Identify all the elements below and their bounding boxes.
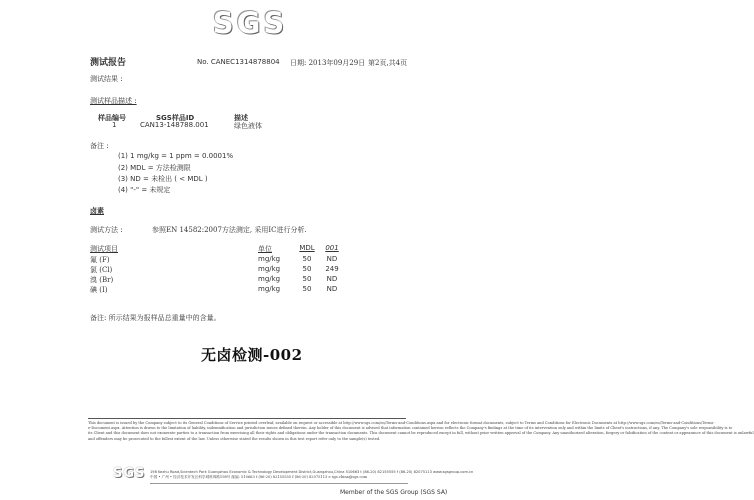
- disclaimer-line: This document is issued by the Company subject to its General Conditions of Service printed overleaf, available on request or accessible at http://www.sgs.com/en/Terms-and-Conditions.aspx and for electronic format documents, subject to Terms and Conditions for Electronic Documents at http://www.sgs.com/en/Terms-and-Conditions/Terms-: [88, 421, 715, 425]
- footer-address: [150, 470, 474, 480]
- results-label: 测试结果 :: [90, 75, 123, 83]
- table-cell-value: ND: [326, 275, 338, 283]
- footer-divider: [88, 418, 406, 419]
- report-date: 日期: 2013年09月29日: [290, 59, 366, 67]
- note-item: (3) ND = 未检出 ( < MDL ): [118, 175, 208, 183]
- note-item: (4) "-" = 未规定: [118, 186, 171, 194]
- halogen-heading: 卤素: [90, 206, 104, 215]
- disclaimer-line: e-Document.aspx. Attention is drawn to the limitation of liability, indemnification and jurisdiction issues defined therein. Any holder of this document is advised that information contained hereon reflects the Company's findings at the time of its intervention only and within the limits of Client's instructions, if any. The Company's sole responsibility is to: [88, 426, 733, 431]
- table-cell-mdl: 50: [302, 265, 312, 273]
- table-cell-unit: mg/kg: [258, 265, 281, 273]
- table-cell-item: 溴 (Br): [90, 276, 114, 284]
- halogen-note: 备注: 所示结果为报样品总重量中的含量。: [90, 314, 221, 322]
- table-cell-item: 碘 (I): [90, 286, 108, 294]
- footer-sgs-logo: SGS: [113, 466, 146, 481]
- sgs-logo: SGS: [212, 6, 288, 40]
- report-number: No. CANEC1314878804: [197, 58, 280, 66]
- sample-row-desc: 绿色液体: [234, 122, 262, 130]
- report-title: 测试报告: [90, 58, 127, 68]
- method-label: 测试方法 :: [90, 226, 123, 234]
- table-cell-mdl: 50: [302, 275, 312, 283]
- table-header-item: 测试项目: [90, 245, 118, 253]
- member-text: Member of the SGS Group (SGS SA): [340, 489, 448, 496]
- footer-disclaimer: [88, 421, 754, 442]
- table-cell-value: ND: [326, 285, 338, 293]
- sample-header-no: 样品编号: [98, 113, 126, 122]
- table-header-sample: 001: [325, 244, 339, 252]
- table-cell-unit: mg/kg: [258, 285, 281, 293]
- table-cell-mdl: 50: [302, 285, 312, 293]
- sample-row-id: CAN13-148788.001: [140, 121, 209, 129]
- test-label: 无卤检测-002: [201, 346, 303, 364]
- footer-address-divider: [150, 483, 408, 484]
- sample-header-id: SGS样品ID: [156, 114, 195, 122]
- sample-desc-label: 测试样品描述 :: [90, 97, 137, 105]
- address-line-en: 198 Kezhu Road,Scientech Park Guangzhou Economic & Technology Development District,Guangzhou,China 510663 t (86-20) 82155555 f (86-20) 82075113 www.sgsgroup.com.cn: [150, 470, 474, 474]
- notes-label: 备注 :: [90, 142, 109, 150]
- sample-row-no: 1: [112, 121, 117, 129]
- note-item: (2) MDL = 方法检测限: [118, 164, 191, 172]
- disclaimer-line: and offenders may be prosecuted to the fullest extent of the law. Unless otherwise stated the results shown in this test report refer only to the sample(s) tested.: [88, 436, 381, 441]
- table-cell-item: 氯 (Cl): [90, 266, 113, 274]
- table-cell-unit: mg/kg: [258, 255, 281, 263]
- address-line-cn: 中国 • 广州 • 经济技术开发区科学城科珠路198号 邮编: 510663 t (86-20) 82155555 f (86-20) 82075113 e sgs.china@sgs.com: [150, 475, 368, 480]
- table-header-unit: 单位: [258, 245, 272, 253]
- disclaimer-line: its Client and this document does not exonerate parties to a transaction from exercising all their rights and obligations under the transaction documents. This document cannot be reproduced except in full, without prior written approval of the Company. Any unauthorized alteration, forgery or falsification of the content or appearance of this document is unlawful: [88, 431, 754, 436]
- table-cell-item: 氟 (F): [90, 256, 110, 264]
- note-item: (1) 1 mg/kg = 1 ppm = 0.0001%: [118, 152, 234, 160]
- page-indicator: 第2页,共4页: [368, 59, 408, 67]
- table-cell-value: 249: [325, 265, 339, 273]
- table-cell-unit: mg/kg: [258, 275, 281, 283]
- method-text: 参照EN 14582:2007方法测定, 采用IC进行分析.: [152, 226, 307, 234]
- sample-header-desc: 描述: [234, 113, 248, 122]
- table-cell-mdl: 50: [302, 255, 312, 263]
- table-header-mdl: MDL: [299, 244, 315, 252]
- table-cell-value: ND: [326, 255, 338, 263]
